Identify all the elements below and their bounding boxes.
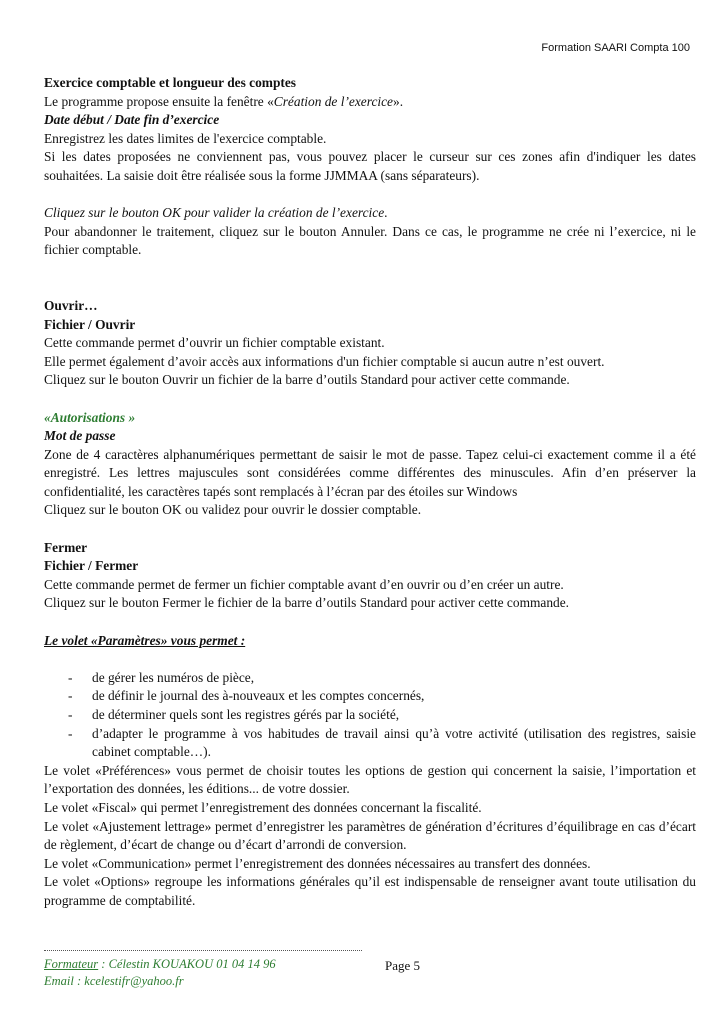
paragraph: Elle permet également d’avoir accès aux informations d'un fichier comptable si aucun autre n’est ouvert.	[44, 353, 605, 369]
subheading-dates: Date début / Date fin d’exercice	[44, 112, 220, 128]
section-title-fermer: Fermer	[44, 539, 88, 555]
paragraph: Si les dates proposées ne conviennent pas, vous pouvez placer le curseur sur ces zones afin d'indiquer les dates souhaitées. La saisie doit être réalisée sous la forme JJMMAA (sans séparateurs).	[44, 149, 696, 183]
page-number: Page 5	[385, 958, 421, 973]
section-title-autorisations: «Autorisations »	[44, 409, 136, 425]
footer-author	[44, 956, 276, 990]
paragraph: Enregistrez les dates limites de l'exercice comptable.	[44, 130, 327, 146]
footer-email: Email : kcelestifr@yahoo.fr	[44, 974, 184, 988]
section-title-exercice: Exercice comptable et longueur des comptes	[44, 75, 297, 90]
formateur-label: Formateur	[44, 957, 99, 971]
paragraph: Le volet «Fiscal» qui permet l’enregistrement des données concernant la fiscalité.	[44, 799, 482, 815]
subheading-fichier-ouvrir: Fichier / Ouvrir	[44, 316, 136, 332]
subheading-mot-de-passe: Mot de passe	[44, 428, 116, 444]
list-item: - de gérer les numéros de pièce,	[68, 669, 696, 688]
parametres-list	[44, 669, 696, 762]
paragraph: Le volet «Communication» permet l’enregistrement des données nécessaires au transfert des données.	[44, 855, 591, 871]
paragraph: Cliquez sur le bouton Fermer le fichier de la barre d’outils Standard pour activer cette commande.	[44, 595, 570, 611]
paragraph: Cliquez sur le bouton OK ou validez pour ouvrir le dossier comptable.	[44, 502, 422, 518]
paragraph: Cliquez sur le bouton OK pour valider la création de l’exercice.	[44, 205, 388, 221]
paragraph: Le volet «Préférences» vous permet de choisir toutes les options de gestion qui concernent la saisie, l’importation et l’exportation des données, les éditions... de votre dossier.	[44, 762, 696, 797]
section-title-ouvrir: Ouvrir…	[44, 297, 98, 313]
paragraph: Le volet «Options» regroupe les informations générales qu’il est indispensable de renseigner avant toute utilisation du programme de comptabilité.	[44, 874, 696, 908]
page-header: Formation SAARI Compta 100	[541, 42, 690, 54]
paragraph: Cette commande permet d’ouvrir un fichier comptable existant.	[44, 335, 385, 351]
document-body	[44, 74, 696, 911]
section-title-parametres: Le volet «Paramètres» vous permet :	[44, 632, 246, 648]
paragraph: Cliquez sur le bouton Ouvrir un fichier de la barre d’outils Standard pour activer cette commande.	[44, 372, 570, 388]
list-item: - d’adapter le programme à vos habitudes de travail ainsi qu’à votre activité (utilisation des registres, saisie cabinet comptable…).	[68, 725, 696, 762]
paragraph: Zone de 4 caractères alphanumériques permettant de saisir le mot de passe. Tapez celui-ci exactement comme il a été enregistré. Les lettres majuscules sont considérées comme différentes des minuscules. Afin d’en préserver la confidentialité, les caractères tapés sont remplacés à l’écran par des étoiles sur Windows	[44, 446, 696, 499]
paragraph: Le programme propose ensuite la fenêtre «Création de l’exercice».	[44, 93, 404, 109]
paragraph: Cette commande permet de fermer un fichier comptable avant d’en ouvrir ou d’en créer un autre.	[44, 576, 564, 592]
list-item: - de définir le journal des à-nouveaux et les comptes concernés,	[68, 687, 696, 706]
footer-divider	[44, 950, 362, 951]
subheading-fichier-fermer: Fichier / Fermer	[44, 558, 139, 574]
paragraph: Pour abandonner le traitement, cliquez sur le bouton Annuler. Dans ce cas, le programme ne crée ni l’exercice, ni le fichier comptable.	[44, 223, 696, 258]
formateur-details: : Célestin KOUAKOU 01 04 14 96	[98, 957, 276, 971]
paragraph: Le volet «Ajustement lettrage» permet d’enregistrer les paramètres de génération d’écritures d’équilibrage en cas d’écart de règlement, d’écart de change ou d’écart d’arrondi de conversion.	[44, 818, 696, 853]
list-item: - de déterminer quels sont les registres gérés par la société,	[68, 706, 696, 725]
